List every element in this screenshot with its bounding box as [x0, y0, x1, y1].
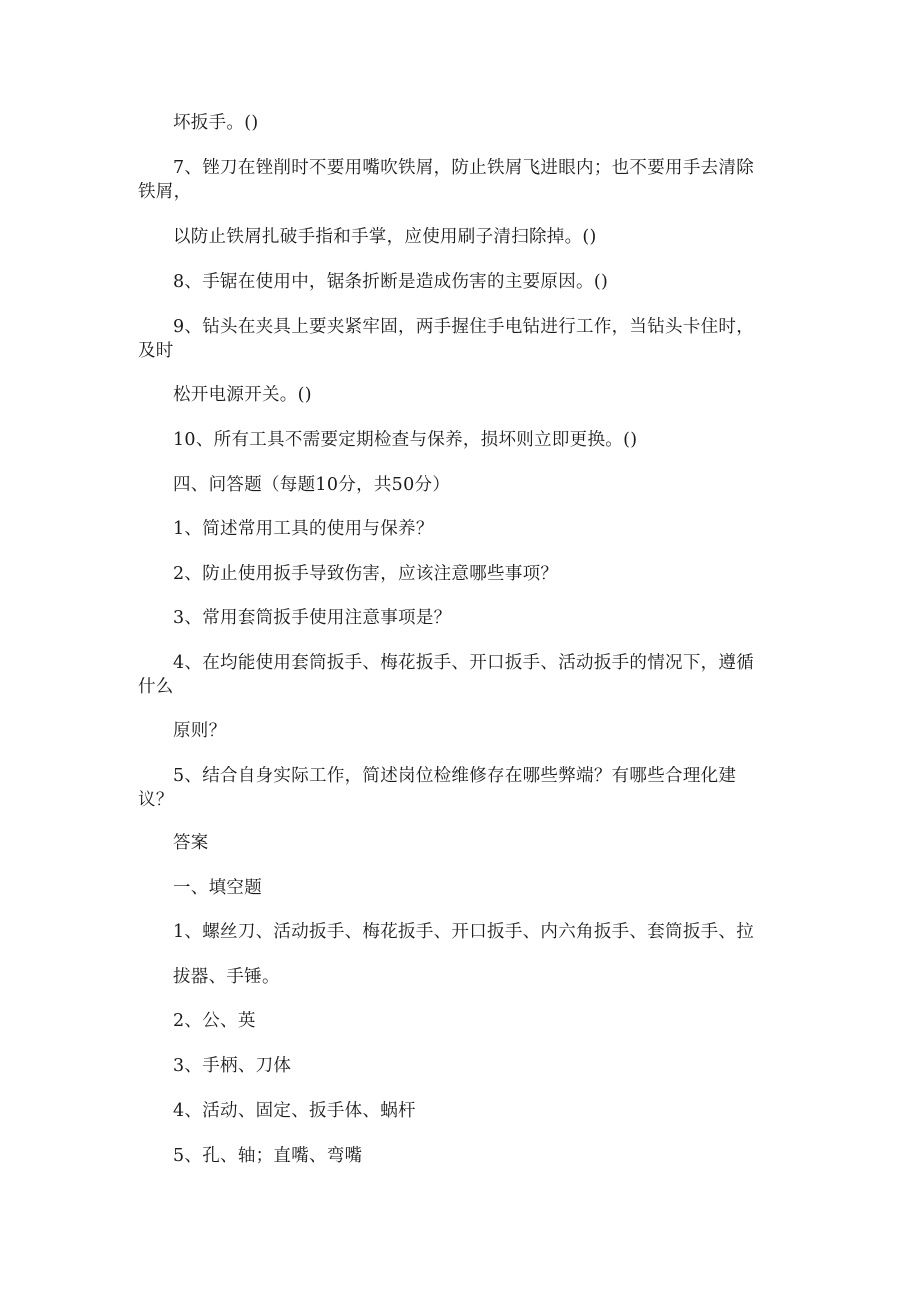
answers-heading: 答案: [173, 833, 209, 853]
answer-2: 2、公、英: [173, 1011, 256, 1031]
qa-3: 3、常用套筒扳手使用注意事项是？: [173, 608, 452, 628]
answer-4: 4、活动、固定、扳手体、蜗杆: [173, 1101, 416, 1121]
qa-5-line1: 5、结合自身实际工作，简述岗位检维修存在哪些弊端？有哪些合理化建: [173, 766, 737, 786]
question-10: 10、所有工具不需要定期检查与保养，损坏则立即更换。(): [173, 430, 638, 450]
qa-2: 2、防止使用扳手导致伤害，应该注意哪些事项？: [173, 564, 559, 584]
question-9-wrap: 及时: [138, 341, 174, 361]
question-7-wrap: 铁屑，: [138, 182, 192, 202]
question-7-line1: 7、锉刀在锉削时不要用嘴吹铁屑，防止铁屑飞进眼内；也不要用手去清除: [173, 158, 755, 178]
answer-1-line1: 1、螺丝刀、活动扳手、梅花扳手、开口扳手、内六角扳手、套筒扳手、拉: [173, 922, 755, 942]
answer-3: 3、手柄、刀体: [173, 1056, 292, 1076]
answer-5: 5、孔、轴；直嘴、弯嘴: [173, 1146, 363, 1166]
fill-blank-heading: 一、填空题: [173, 878, 262, 898]
question-9-line1: 9、钻头在夹具上要夹紧牢固，两手握住手电钻进行工作，当钻头卡住时，: [173, 317, 755, 337]
qa-4-line2: 原则？: [173, 721, 227, 741]
question-9-line2: 松开电源开关。(): [173, 385, 312, 405]
qa-5-wrap: 议？: [138, 790, 174, 810]
text-line: 坏扳手。(): [173, 113, 259, 133]
qa-1: 1、简述常用工具的使用与保养？: [173, 519, 434, 539]
qa-4-line1: 4、在均能使用套筒扳手、梅花扳手、开口扳手、活动扳手的情况下，遵循: [173, 653, 755, 673]
answer-1-line2: 拔器、手锤。: [173, 967, 280, 987]
question-8: 8、手锯在使用中，锯条折断是造成伤害的主要原因。(): [173, 272, 609, 292]
qa-4-wrap: 什么: [138, 677, 174, 697]
section-heading-qa: 四、问答题（每题10分，共50分）: [173, 475, 451, 495]
question-7-line2: 以防止铁屑扎破手指和手掌，应使用刷子清扫除掉。(): [173, 227, 597, 247]
